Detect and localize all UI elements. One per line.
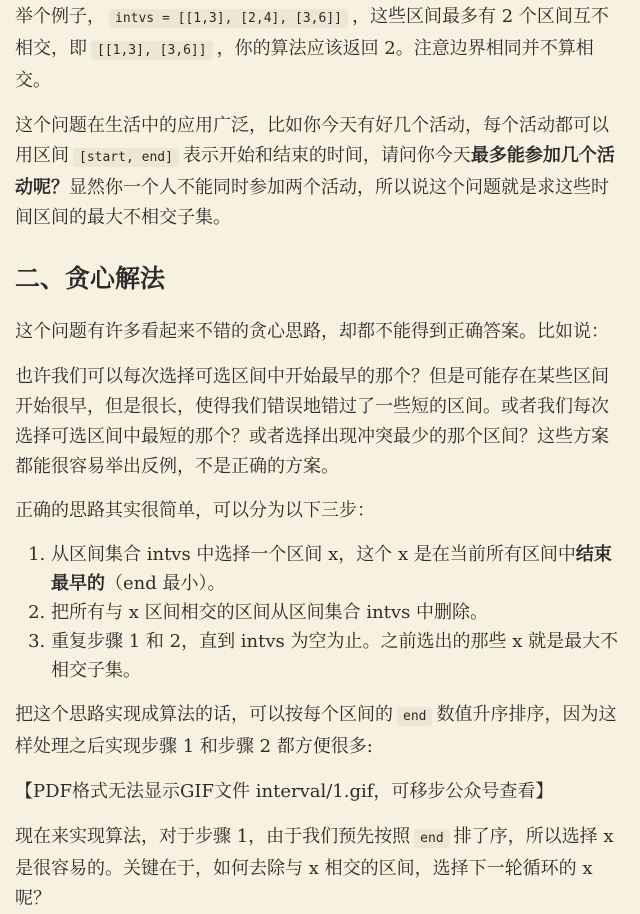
bold-earliest-end: 结束最早的: [51, 544, 612, 594]
paragraph-intro: 这个问题有许多看起来不错的贪心思路，却都不能得到正确答案。比如说：: [15, 321, 609, 342]
text: 现在来实现算法，对于步骤 1，由于我们预先按照: [15, 826, 411, 847]
text: 把这个思路实现成算法的话，可以按每个区间的: [15, 704, 393, 725]
code-start-end: [start, end]: [73, 148, 179, 167]
steps-list: [15, 540, 625, 685]
text: 表示开始和结束的时间，请问你今天: [182, 145, 471, 166]
section-heading: 二、贪心解法: [15, 264, 166, 293]
code-end-2: end: [414, 829, 449, 848]
code-end: end: [397, 707, 432, 726]
paragraph-failed-ideas: 也许我们可以每次选择可选区间中开始最早的那个？但是可能存在某些区间开始很早，但是很长，使得我们错误地错过了一些短的区间。或者我们每次选择可选区间中最短的那个？或者选择出现冲突最少的那个区间？这些方案都能很容易举出反例，不是正确的方案。: [15, 366, 609, 477]
paragraph-implementation: [15, 700, 625, 762]
code-answer: [[1,3], [3,6]]: [91, 41, 213, 60]
text: ，这些区间最多有 2 个区间互不相交，即: [15, 6, 609, 59]
paragraph-application: [15, 111, 625, 233]
step-1: [51, 540, 625, 598]
article-page: [0, 2, 640, 909]
text: （end 最小）。: [105, 573, 226, 594]
code-intvs: intvs = [[1,3], [2,4], [3,6]]: [109, 9, 348, 28]
text: 数值升序排序，因为这样处理之后实现步骤 1 和步骤 2 都方便很多:: [15, 704, 617, 757]
paragraph-algorithm: [15, 822, 625, 914]
text: 从区间集合 intvs 中选择一个区间 x，这个 x 是在当前所有区间中: [51, 544, 576, 565]
paragraph-steps-intro: 正确的思路其实很简单，可以分为以下三步：: [15, 500, 375, 521]
text: 显然你一个人不能同时参加两个活动，所以说这个问题就是求这些时间区间的最大不相交子集。: [15, 177, 609, 228]
text: 排了序，所以选择 x 是很容易的。关键在于，如何去除与 x 相交的区间，选择下一轮循环的 x 呢？: [15, 826, 614, 909]
step-3: 3. 重复步骤 1 和 2，直到 intvs 为空为止。之前选出的那些 x 就是最大不相交子集。: [51, 627, 625, 685]
paragraph-example: [15, 2, 625, 96]
text: 举个例子，: [15, 6, 105, 27]
text: ，你的算法应该返回 2。注意边界相同并不算相交。: [15, 38, 594, 91]
bold-question: 最多能参加几个活动呢？: [15, 145, 615, 198]
text: 这个问题在生活中的应用广泛，比如你今天有好几个活动，每个活动都可以用区间: [15, 115, 609, 166]
gif-placeholder-note: 【PDF格式无法显示GIF文件 interval/1.gif，可移步公众号查看】: [15, 781, 554, 802]
step-2: 2. 把所有与 x 区间相交的区间从区间集合 intvs 中删除。: [51, 598, 625, 627]
